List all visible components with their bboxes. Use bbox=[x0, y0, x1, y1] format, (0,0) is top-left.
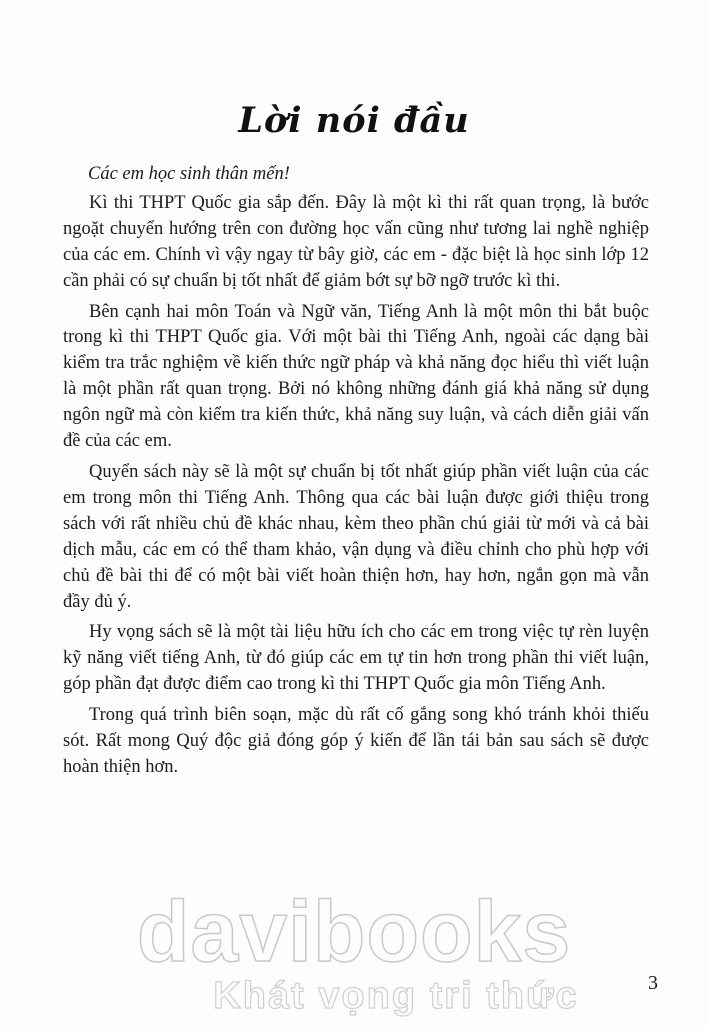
salutation: Các em học sinh thân mến! bbox=[88, 164, 290, 184]
paragraph: Quyển sách này sẽ là một sự chuẩn bị tốt nhất giúp phần viết luận của các em trong môn thi Tiếng Anh. Thông qua các bài luận được giới thiệu trong sách với rất nhiều chủ đề khác nhau, kèm theo phần chú giải từ mới và cả bài dịch mẫu, các em có thể tham khảo, vận dụng và điều chỉnh cho phù hợp với chủ đề bài thi để có một bài viết hoàn thiện hơn, hay hơn, ngắn gọn mà vẫn đầy đủ ý. bbox=[63, 461, 649, 612]
watermark-slogan-text: Khát vọng tri thức bbox=[213, 975, 579, 1017]
paragraph: Trong quá trình biên soạn, mặc dù rất cố gắng song khó tránh khỏi thiếu sót. Rất mong Quý độc giả đóng góp ý kiến để lần tái bản sau sách sẽ được hoàn thiện hơn. bbox=[63, 705, 649, 777]
page-title: Lời nói đầu bbox=[238, 100, 470, 141]
watermark bbox=[0, 884, 708, 1017]
paragraph: Kì thi THPT Quốc gia sắp đến. Đây là một kì thi rất quan trọng, là bước ngoặt chuyển hướng trên con đường học vấn cũng như tương lai nghề nghiệp của các em. Chính vì vậy ngay từ bây giờ, các em - đặc biệt là học sinh lớp 12 cần phải có sự chuẩn bị tốt nhất để giảm bớt sự bỡ ngỡ trước kì thi. bbox=[63, 192, 649, 291]
paragraph: Hy vọng sách sẽ là một tài liệu hữu ích cho các em trong việc tự rèn luyện kỹ năng viết tiếng Anh, từ đó giúp các em tự tin hơn trong phần thi viết luận, góp phần đạt được điểm cao trong kì thi THPT Quốc gia môn Tiếng Anh. bbox=[63, 622, 649, 695]
foreword-text bbox=[63, 162, 649, 786]
page-number: 3 bbox=[648, 972, 658, 994]
watermark-brand-text: davibooks bbox=[136, 884, 572, 980]
paragraph: Bên cạnh hai môn Toán và Ngữ văn, Tiếng Anh là một môn thi bắt buộc trong kì thi THPT Quốc gia. Với một bài thi Tiếng Anh, ngoài các dạng bài kiểm tra trắc nghiệm về kiến thức ngữ pháp và khả năng đọc hiểu thì viết luận là một phần rất quan trọng. Bởi nó không những đánh giá khả năng sử dụng ngôn ngữ mà còn kiểm tra kiến thức, khả năng suy luận, và cách diễn giải vấn đề của các em. bbox=[63, 301, 649, 452]
